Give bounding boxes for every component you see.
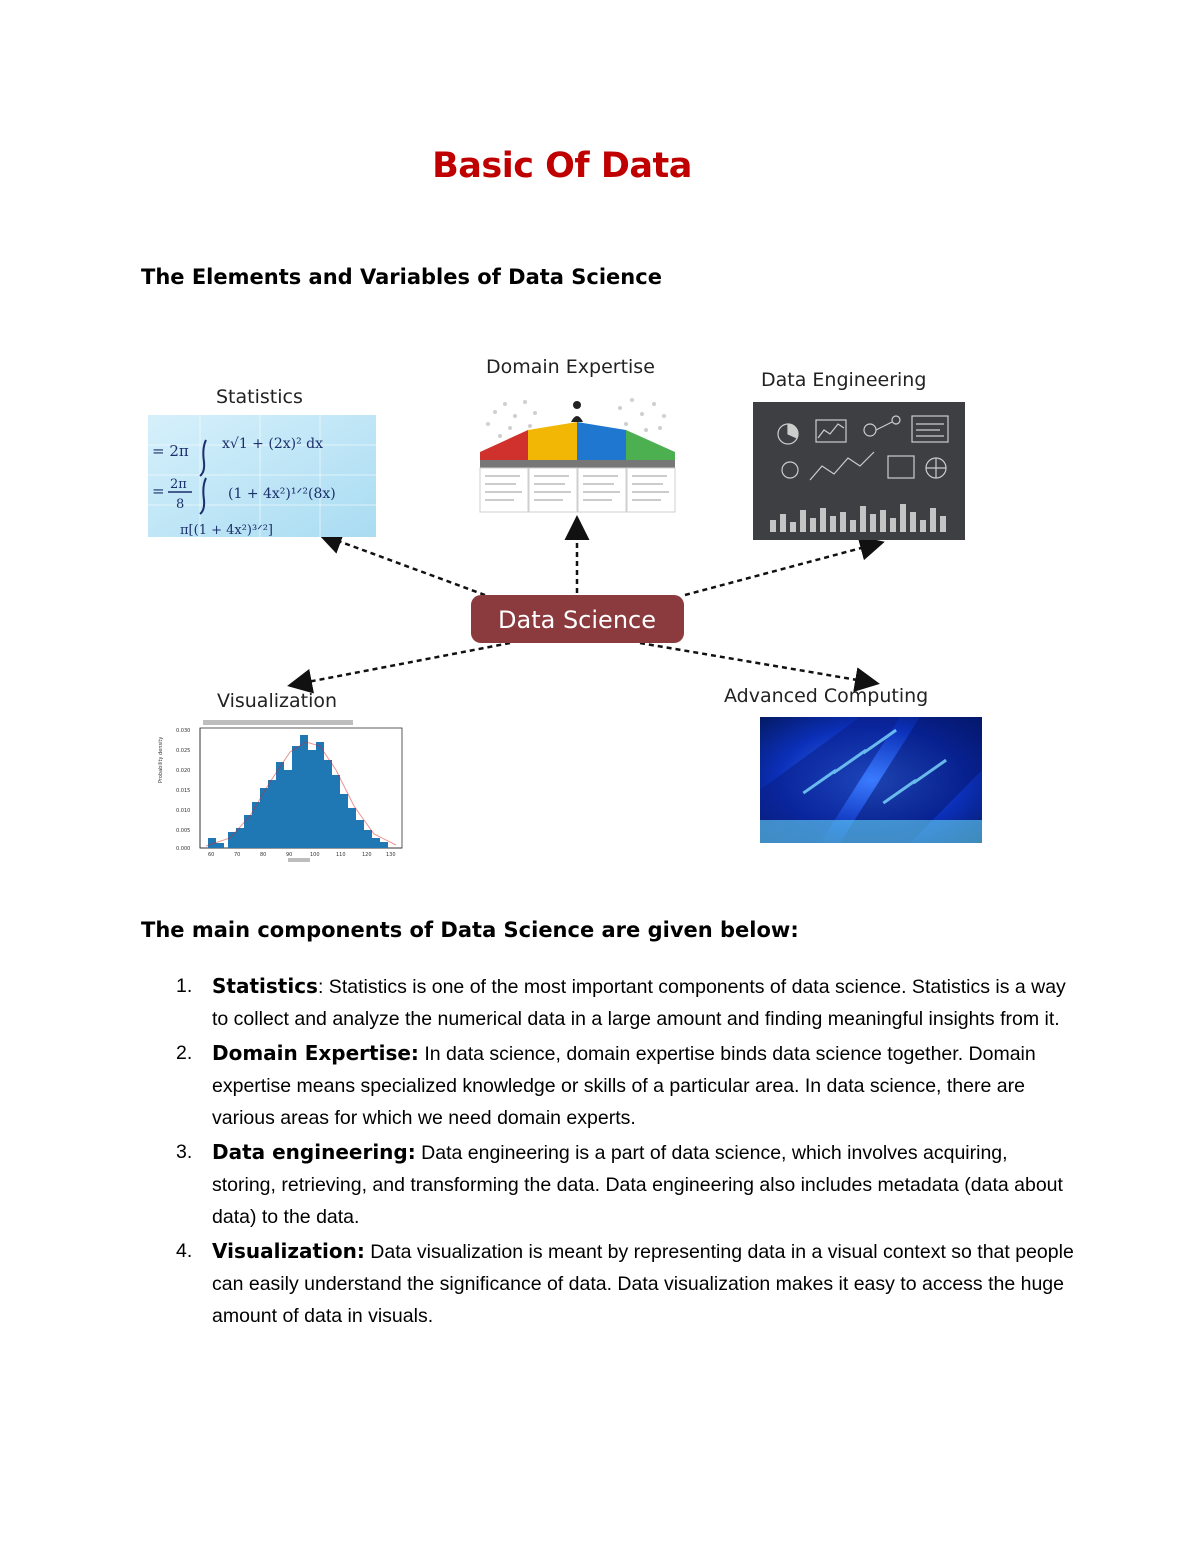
data-science-node: [471, 595, 684, 643]
statistics-label: Statistics: [216, 386, 303, 408]
term-statistics: Statistics: [212, 974, 318, 998]
svg-text:(1 + 4x²)¹ᐟ²(8x): (1 + 4x²)¹ᐟ²(8x): [228, 486, 336, 502]
section-heading-components: The main components of Data Science are given below:: [141, 918, 799, 942]
svg-text:120: 120: [362, 852, 372, 858]
term-separator: :: [317, 976, 324, 998]
svg-text:8: 8: [176, 497, 185, 512]
svg-text:110: 110: [336, 852, 346, 858]
svg-text:0.030: 0.030: [176, 728, 191, 734]
svg-text:60: 60: [208, 852, 215, 858]
visualization-histogram: [150, 718, 405, 866]
list-item: [176, 1235, 1076, 1332]
svg-text:100: 100: [310, 852, 320, 858]
list-number: 4.: [176, 1240, 193, 1262]
description-statistics: Statistics is one of the most important components of data science. Statistics is a way to collect and analyze the numerical data in a large amount and finding meaningful insights from it.: [212, 976, 1066, 1030]
arrow-to-statistics: [322, 535, 485, 595]
advanced-computing-image: [760, 717, 982, 843]
page-title: Basic Of Data: [432, 146, 692, 186]
data-science-label: Data Science: [498, 606, 656, 634]
svg-text:130: 130: [386, 852, 396, 858]
list-number: 1.: [176, 975, 193, 997]
svg-text:= 2π: = 2π: [152, 442, 189, 460]
svg-text:70: 70: [234, 852, 241, 858]
advanced-computing-label: Advanced Computing: [724, 685, 929, 707]
svg-text:x√1 + (2x)² dx: x√1 + (2x)² dx: [222, 436, 324, 452]
arrow-to-advanced-computing: [640, 643, 875, 683]
list-number: 3.: [176, 1141, 193, 1163]
list-item: [176, 970, 1076, 1035]
domain-expertise-label: Domain Expertise: [486, 356, 655, 378]
svg-text:0.000: 0.000: [176, 846, 191, 852]
svg-text:0.005: 0.005: [176, 828, 191, 834]
data-engineering-label: Data Engineering: [761, 369, 927, 391]
data-engineering-image: [753, 402, 965, 540]
svg-text:=: =: [152, 482, 165, 500]
svg-text:0.020: 0.020: [176, 768, 191, 774]
svg-text:0.015: 0.015: [176, 788, 191, 794]
domain-expertise-image: [480, 398, 675, 512]
statistics-image: [148, 415, 376, 538]
svg-text:80: 80: [260, 852, 267, 858]
list-number: 2.: [176, 1042, 193, 1064]
section-heading-elements: The Elements and Variables of Data Science: [141, 265, 662, 289]
svg-text:90: 90: [286, 852, 293, 858]
description-domain-expertise: In data science, domain expertise binds data science together. Domain expertise means specialized knowledge or skills of a particular area. In data science, there are various areas for which we need domain experts.: [212, 1043, 1036, 1129]
arrow-to-data-engineering: [685, 543, 880, 595]
svg-text:0.025: 0.025: [176, 748, 191, 754]
term-data-engineering: Data engineering:: [212, 1140, 416, 1164]
term-domain-expertise: Domain Expertise:: [212, 1041, 419, 1065]
list-item: [176, 1136, 1076, 1233]
description-visualization: Data visualization is meant by representing data in a visual context so that people can easily understand the significance of data. Data visualization makes it easy to access the huge amount of data in visuals.: [212, 1241, 1074, 1327]
arrow-to-visualization: [292, 643, 510, 685]
svg-text:π[(1 + 4x²)³ᐟ²]: π[(1 + 4x²)³ᐟ²]: [180, 523, 273, 538]
term-visualization: Visualization:: [212, 1239, 365, 1263]
description-data-engineering: Data engineering is a part of data science, which involves acquiring, storing, retrieving, and transforming the data. Data engineering also includes metadata (data about data) to the data.: [212, 1142, 1063, 1228]
list-item: [176, 1037, 1076, 1134]
svg-text:0.010: 0.010: [176, 808, 191, 814]
visualization-label: Visualization: [217, 690, 338, 712]
data-science-diagram: [140, 350, 1000, 870]
component-list: [176, 970, 1076, 1334]
svg-text:2π: 2π: [170, 477, 187, 492]
svg-text:Probability density: Probability density: [158, 736, 164, 783]
